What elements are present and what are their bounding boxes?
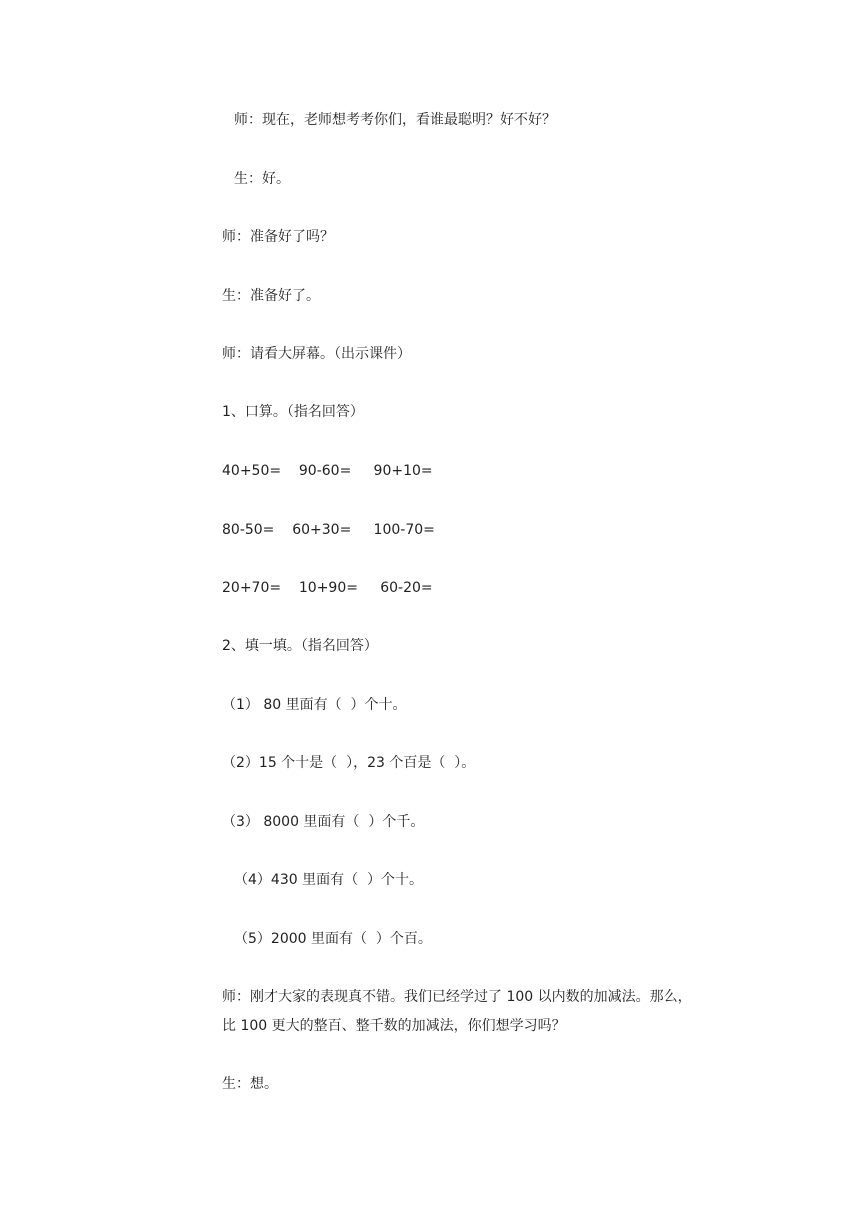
fill-in-item-4: （4）430 里面有（ ）个十。 — [234, 872, 423, 888]
teacher-line-praise-1: 师：刚才大家的表现真不错。我们已经学过了 100 以内数的加减法。那么， — [222, 989, 692, 1005]
math-row-2: 80-50= 60+30= 100-70= — [222, 522, 435, 538]
fill-in-item-2: （2）15 个十是（ ），23 个百是（ ）。 — [222, 755, 476, 771]
section-heading-mental-math: 1、口算。（指名回答） — [222, 404, 364, 420]
teacher-line-ready-question: 师：准备好了吗？ — [222, 229, 334, 245]
teacher-line-praise-2: 比 100 更大的整百、整千数的加减法，你们想学习吗？ — [222, 1018, 566, 1034]
student-line-ready: 生：准备好了。 — [222, 288, 320, 304]
fill-in-item-1: （1） 80 里面有（ ）个十。 — [222, 697, 407, 713]
math-row-1: 40+50= 90-60= 90+10= — [222, 463, 433, 479]
fill-in-item-5: （5）2000 里面有（ ）个百。 — [234, 931, 432, 947]
fill-in-item-3: （3） 8000 里面有（ ）个千。 — [222, 814, 425, 830]
student-line-want: 生：想。 — [222, 1076, 278, 1092]
teacher-line-screen: 师：请看大屏幕。（出示课件） — [222, 346, 411, 362]
teacher-line-quiz-intro: 师：现在，老师想考考你们，看谁最聪明？好不好？ — [234, 112, 556, 128]
math-row-3: 20+70= 10+90= 60-20= — [222, 580, 433, 596]
section-heading-fill-in: 2、填一填。（指名回答） — [222, 638, 378, 654]
student-line-agree: 生：好。 — [234, 171, 290, 187]
